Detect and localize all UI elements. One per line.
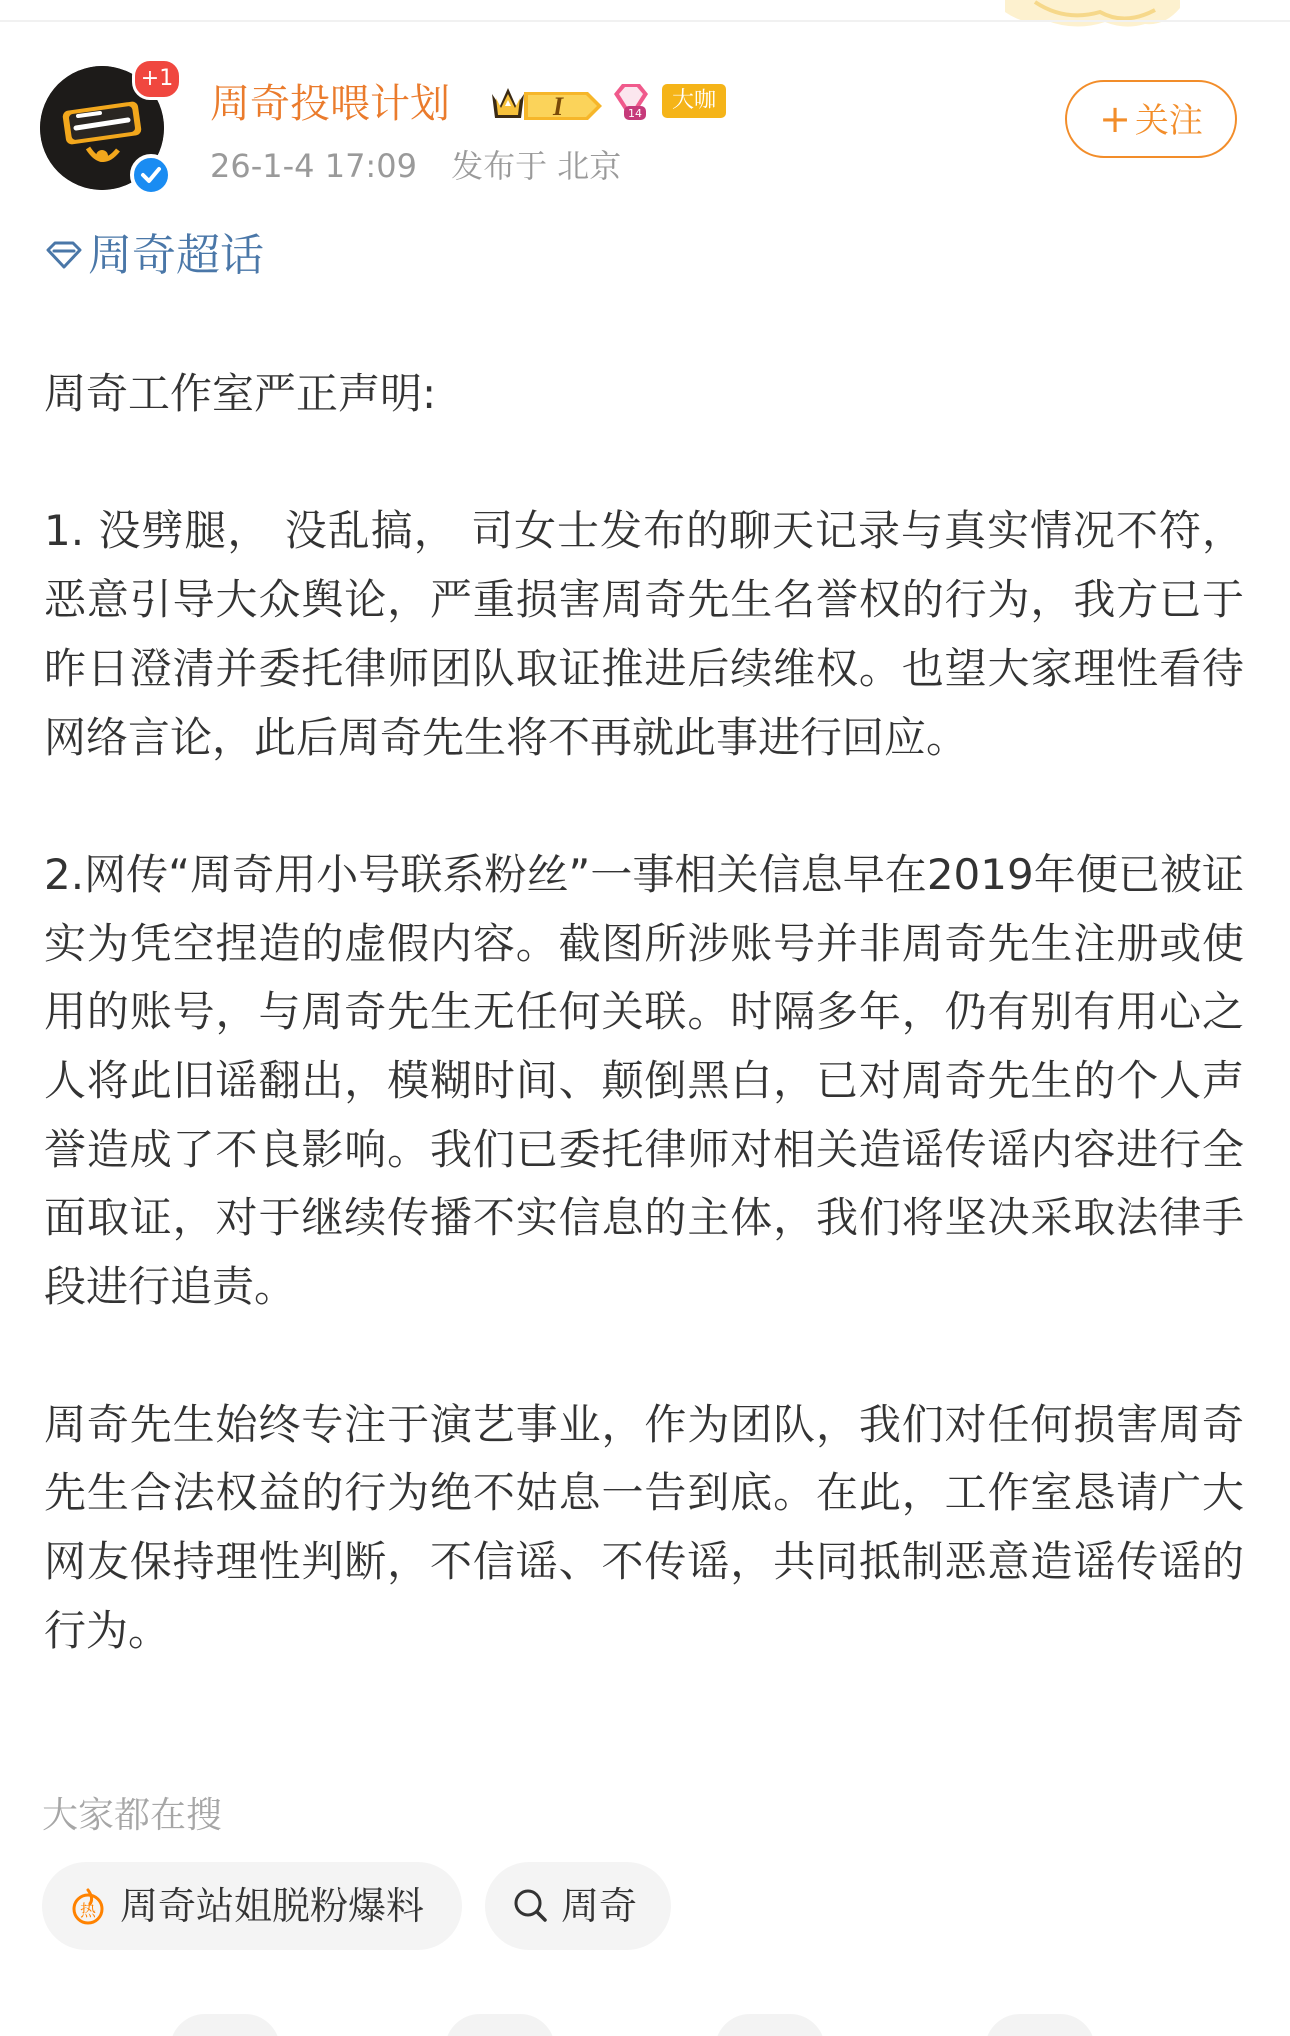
post-content xyxy=(44,360,1244,1734)
search-icon xyxy=(511,1886,551,1926)
action-button-placeholder[interactable] xyxy=(445,2014,555,2036)
svg-text:热: 热 xyxy=(79,1901,97,1920)
crown-level-icon xyxy=(492,88,602,120)
bottom-action-bar xyxy=(0,2008,1290,2036)
diamond-topic-icon xyxy=(44,240,84,270)
post-paragraph: 2.网传“周奇用小号联系粉丝”一事相关信息早在2019年便已被证实为凭空捏造的虚假内容。截图所涉账号并非周奇先生注册或使用的账号，与周奇先生无任何关联。时隔多年，仍有别有用心之人将此旧谣翻出，模糊时间、颠倒黑白，已对周奇先生的个人声誉造成了不良影响。我们已委托律师对相关造谣传谣内容进行全面取证，对于继续传播不实信息的主体，我们将坚决采取法律手段进行追责。 xyxy=(44,849,1244,1312)
corner-decoration-icon xyxy=(1005,0,1180,34)
avatar-notification-badge: +1 xyxy=(132,58,182,100)
follow-button-label: 关注 xyxy=(1134,101,1203,141)
verified-icon xyxy=(130,154,172,196)
search-chip-label: 周奇站姐脱粉爆料 xyxy=(120,1884,425,1928)
top-divider xyxy=(0,20,1290,22)
post-location: 发布于 北京 xyxy=(451,147,622,185)
topic-link[interactable] xyxy=(44,226,264,286)
action-button-placeholder[interactable] xyxy=(170,2014,280,2036)
action-button-placeholder[interactable] xyxy=(985,2014,1095,2036)
level-badge-text: I xyxy=(552,92,564,121)
search-section-title: 大家都在搜 xyxy=(42,1795,223,1836)
post-paragraph: 1. 没劈腿， 没乱搞， 司女士发布的聊天记录与真实情况不符，恶意引导大众舆论，严重损害周奇先生名誉权的行为，我方已于昨日澄清并委托律师团队取证推进后续维权。也望大家理性看待网络言论，此后周奇先生将不再就此事进行回应。 xyxy=(44,506,1244,762)
search-chip-hot[interactable] xyxy=(42,1862,462,1950)
tag-badge: 大咖 xyxy=(662,84,726,118)
post-timestamp: 26-1-4 17:09 xyxy=(210,147,417,185)
action-button-placeholder[interactable] xyxy=(715,2014,825,2036)
post-meta xyxy=(210,142,621,190)
follow-button[interactable] xyxy=(1065,80,1237,158)
follow-plus-icon: + xyxy=(1099,97,1131,141)
user-badges xyxy=(490,80,655,124)
search-chip-label: 周奇 xyxy=(561,1884,638,1928)
avatar-group[interactable] xyxy=(40,66,174,196)
vip-level-text: 14 xyxy=(628,107,642,120)
username[interactable]: 周奇投喂计划 xyxy=(210,81,450,127)
topic-label: 周奇超话 xyxy=(88,230,264,281)
search-chip[interactable] xyxy=(485,1862,671,1950)
hot-icon xyxy=(70,1888,106,1926)
post-paragraph: 周奇先生始终专注于演艺事业，作为团队，我们对任何损害周奇先生合法权益的行为绝不姑息一告到底。在此，工作室恳请广大网友保持理性判断，不信谣、不传谣，共同抵制恶意造谣传谣的行为。 xyxy=(44,1399,1244,1655)
post-paragraph: 周奇工作室严正声明: xyxy=(44,369,437,418)
